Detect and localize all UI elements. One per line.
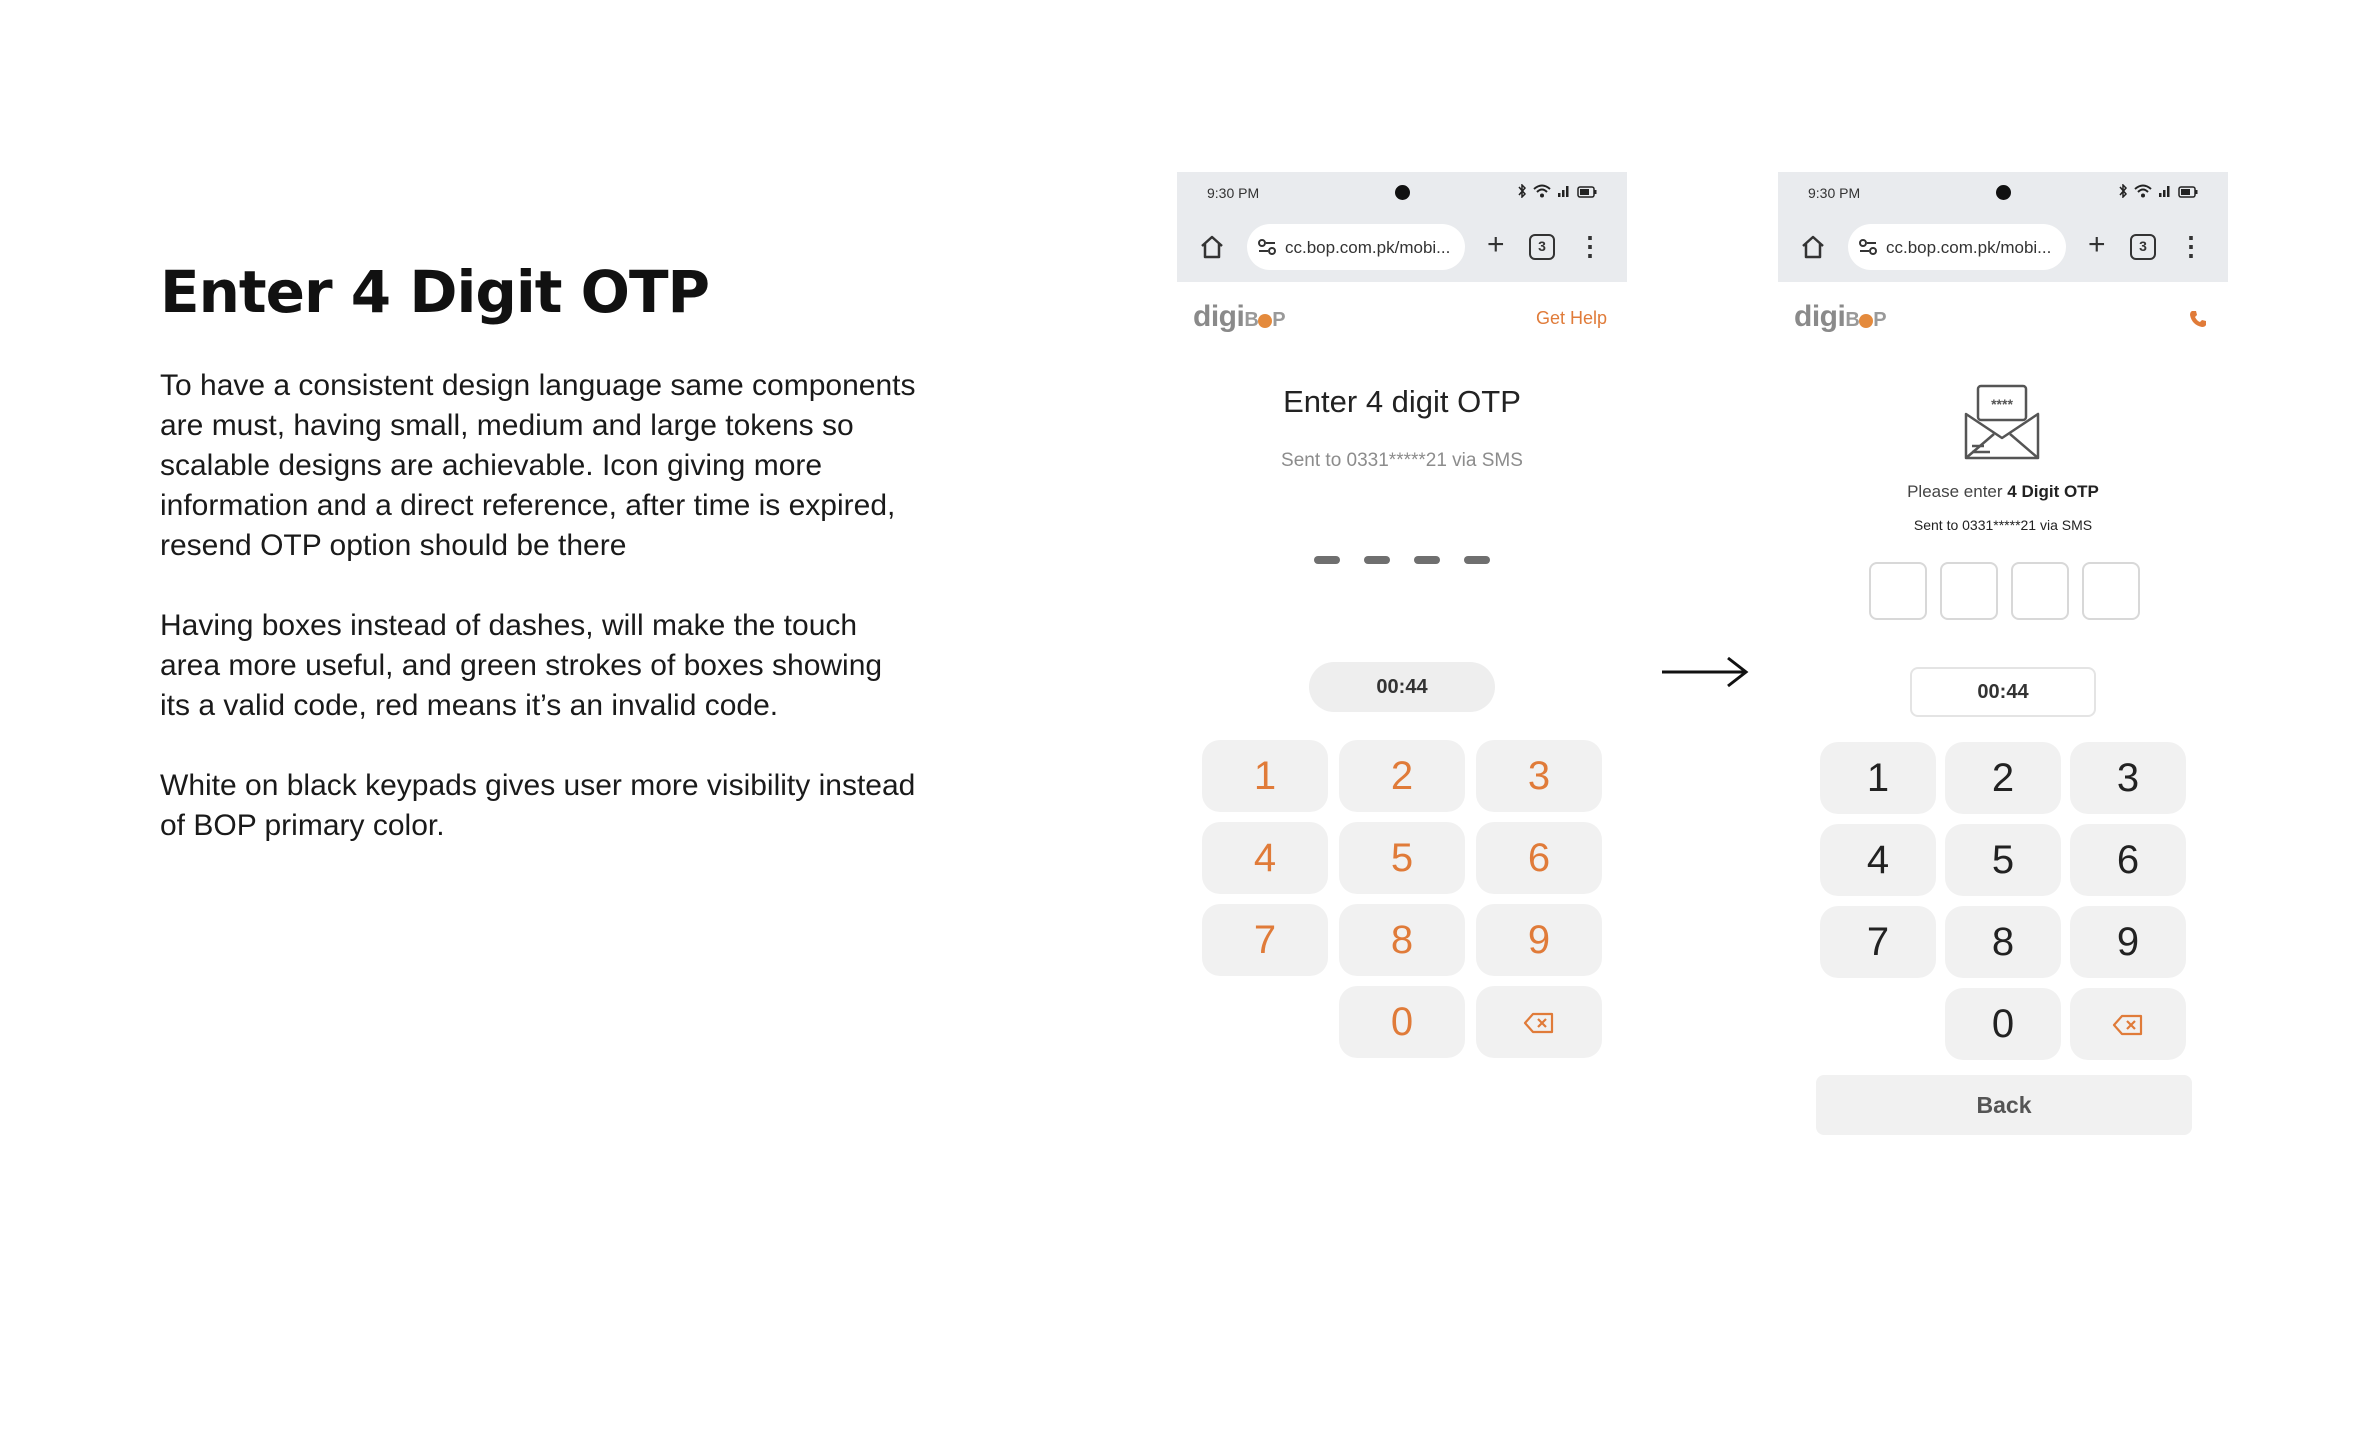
new-tab-icon[interactable]: + [2088,228,2106,261]
keypad-key[interactable]: 6 [2070,824,2186,896]
otp-dash [1464,556,1490,564]
browser-toolbar [1778,212,2228,282]
otp-digit-box[interactable] [1869,562,1927,620]
tab-switcher-icon[interactable]: 3 [1529,234,1555,260]
signal-icon [1557,184,1571,198]
battery-icon [2178,186,2198,198]
camera-cutout [1996,185,2011,200]
description-paragraph-2: Having boxes instead of dashes, will make the touch area more useful, and green strokes of boxes showing its a valid code, red means it’s an invalid code. [160,609,883,722]
backspace-key[interactable] [2070,988,2186,1060]
keypad-key[interactable]: 6 [1476,822,1602,894]
more-menu-icon[interactable]: ⋮ [1577,231,1603,261]
battery-icon [1577,186,1597,198]
phone-mockup-after [1778,172,2228,1152]
phone-mockup-before [1177,172,1627,1152]
site-settings-icon[interactable] [1257,237,1277,257]
keypad-key[interactable]: 7 [1202,904,1328,976]
keypad-key[interactable]: 5 [1945,824,2061,896]
keypad-key[interactable]: 8 [1945,906,2061,978]
wifi-icon [2134,184,2152,198]
otp-dash-input[interactable] [1314,556,1494,566]
otp-digit-box[interactable] [2011,562,2069,620]
keypad-key[interactable]: 9 [2070,906,2186,978]
enter-otp-prompt: Please enter 4 Digit OTP [1907,482,2099,501]
home-icon[interactable] [1197,232,1227,262]
tab-switcher-icon[interactable]: 3 [2130,234,2156,260]
otp-dash [1364,556,1390,564]
digibop-logo: digiB P [1794,300,1887,333]
keypad-key[interactable]: 2 [1945,742,2061,814]
url-text: cc.bop.com.pk/mobi... [1886,238,2052,257]
digibop-logo: digiB P [1193,300,1286,333]
keypad-key[interactable]: 9 [1476,904,1602,976]
keypad-key[interactable]: 1 [1202,740,1328,812]
keypad-key[interactable]: 0 [1339,986,1465,1058]
home-icon[interactable] [1798,232,1828,262]
backspace-icon [2112,1013,2144,1037]
camera-cutout [1395,185,1410,200]
svg-text:****: **** [1991,396,2013,412]
status-time: 9:30 PM [1808,185,1861,201]
bluetooth-icon [1517,184,1527,198]
otp-sent-to: Sent to 0331*****21 via SMS [1281,450,1523,471]
url-bar[interactable] [1247,224,1465,270]
keypad-key[interactable]: 0 [1945,988,2061,1060]
phone-call-icon[interactable] [2188,309,2208,329]
keypad-key[interactable]: 3 [1476,740,1602,812]
keypad-key[interactable]: 4 [1820,824,1936,896]
otp-sent-to: Sent to 0331*****21 via SMS [1913,517,2093,533]
bluetooth-icon [2118,184,2128,198]
url-text: cc.bop.com.pk/mobi... [1285,238,1451,257]
page-title: Enter 4 Digit OTP [160,258,710,326]
browser-toolbar [1177,212,1627,282]
otp-digit-box[interactable] [1940,562,1998,620]
otp-timer: 00:44 [1309,662,1495,712]
more-menu-icon[interactable]: ⋮ [2178,231,2204,261]
keypad-key[interactable]: 3 [2070,742,2186,814]
status-icons [1517,184,1597,201]
signal-icon [2158,184,2172,198]
otp-envelope-icon [1962,382,2042,462]
keypad-key[interactable]: 1 [1820,742,1936,814]
new-tab-icon[interactable]: + [1487,228,1505,261]
site-settings-icon[interactable] [1858,237,1878,257]
otp-title: Enter 4 digit OTP [1283,384,1521,419]
otp-digit-box[interactable] [2082,562,2140,620]
status-icons [2118,184,2198,201]
keypad-key[interactable]: 5 [1339,822,1465,894]
backspace-key[interactable] [1476,986,1602,1058]
get-help-link[interactable]: Get Help [1535,308,1607,328]
status-time: 9:30 PM [1207,185,1260,201]
keypad-key[interactable]: 7 [1820,906,1936,978]
otp-dash [1314,556,1340,564]
arrow-right-icon [1660,652,1750,692]
wifi-icon [1533,184,1551,198]
otp-timer: 00:44 [1910,667,2096,717]
status-bar [1778,172,2228,212]
description-paragraph-3: White on black keypads gives user more visibility instead of BOP primary color. [160,769,916,842]
backspace-icon [1523,1011,1555,1035]
otp-dash [1414,556,1440,564]
description-paragraph-1: To have a consistent design language same components are must, having small, medium and large tokens so scalable designs are achievable. Icon giving more information and a direct reference, after time is expired, resend OTP option should be there [160,369,916,562]
keypad-key[interactable]: 8 [1339,904,1465,976]
back-button[interactable]: Back [1816,1075,2192,1135]
url-bar[interactable] [1848,224,2066,270]
keypad-key[interactable]: 2 [1339,740,1465,812]
status-bar [1177,172,1627,212]
description-panel [160,258,920,846]
keypad-key[interactable]: 4 [1202,822,1328,894]
